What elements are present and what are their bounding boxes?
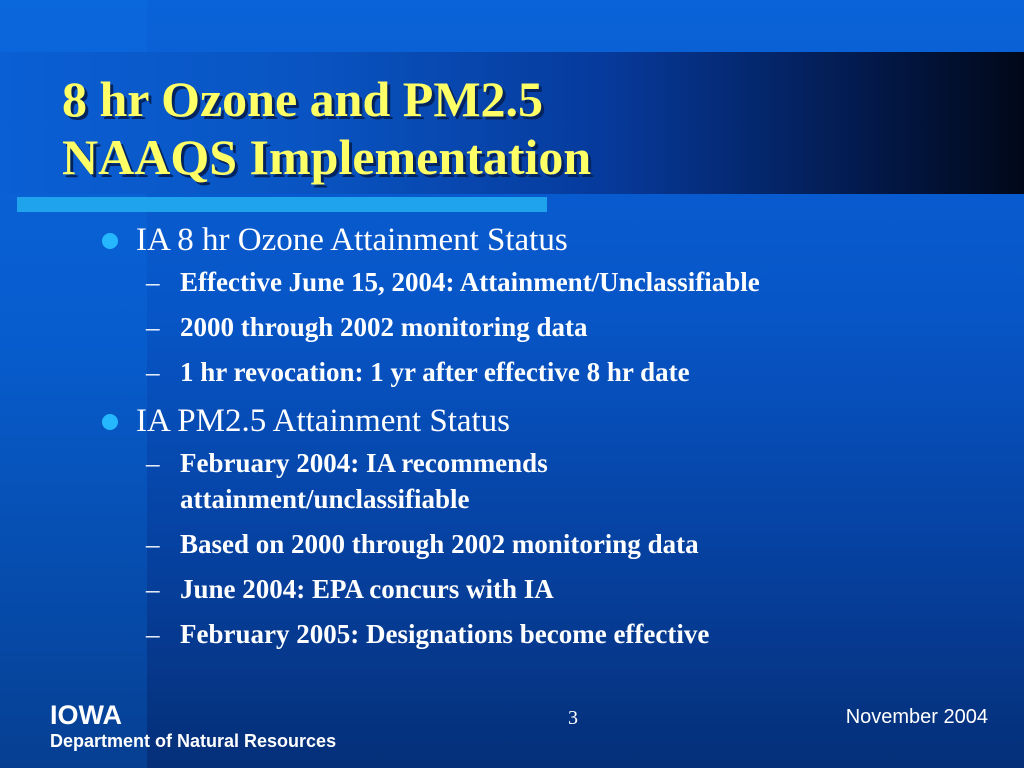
sub-item-text: June 2004: EPA concurs with IA xyxy=(180,574,554,604)
slide-title-line-2: NAAQS Implementation xyxy=(62,129,592,185)
dash-icon: – xyxy=(146,312,160,342)
sub-item-text-continued: attainment/unclassifiable xyxy=(180,484,470,514)
sub-item xyxy=(100,526,1000,562)
footer-department: Department of Natural Resources xyxy=(50,731,337,751)
sub-item-text: 1 hr revocation: 1 yr after effective 8 hr date xyxy=(180,357,690,387)
footer-date: November 2004 xyxy=(845,706,988,728)
dash-icon: – xyxy=(146,574,160,604)
bullet-dot-icon xyxy=(102,414,118,430)
slide-title-line-1: 8 hr Ozone and PM2.5 xyxy=(62,71,544,127)
sub-item-text: February 2004: IA recommends xyxy=(180,448,548,478)
dash-icon: – xyxy=(146,619,160,649)
sub-item xyxy=(100,264,1000,300)
dash-icon: – xyxy=(146,357,160,387)
sub-item xyxy=(100,571,1000,607)
dash-icon: – xyxy=(146,267,160,297)
dash-icon: – xyxy=(146,448,160,478)
footer-brand: IOWA xyxy=(50,700,122,730)
bullet-pm25-status xyxy=(100,399,1000,443)
slide-page-number: 3 xyxy=(568,707,578,729)
dash-icon: – xyxy=(146,529,160,559)
sub-item xyxy=(100,354,1000,390)
sub-item-text: 2000 through 2002 monitoring data xyxy=(180,312,588,342)
slide-content xyxy=(100,218,1000,661)
sub-item-text: Effective June 15, 2004: Attainment/Unclassifiable xyxy=(180,267,760,297)
sub-item xyxy=(100,616,1000,652)
slide-title xyxy=(62,70,591,186)
sub-list-pm25 xyxy=(100,445,1000,652)
bullet-text: IA PM2.5 Attainment Status xyxy=(136,403,511,439)
footer-organization-logo xyxy=(50,700,336,752)
bullet-text: IA 8 hr Ozone Attainment Status xyxy=(136,222,568,258)
bullet-ozone-status xyxy=(100,218,1000,262)
bullet-dot-icon xyxy=(102,233,118,249)
sub-item xyxy=(100,445,1000,517)
sub-list-ozone xyxy=(100,264,1000,390)
title-accent-bar xyxy=(17,197,547,212)
sub-item-text: Based on 2000 through 2002 monitoring data xyxy=(180,529,699,559)
sub-item-text: February 2005: Designations become effective xyxy=(180,619,710,649)
sub-item xyxy=(100,309,1000,345)
